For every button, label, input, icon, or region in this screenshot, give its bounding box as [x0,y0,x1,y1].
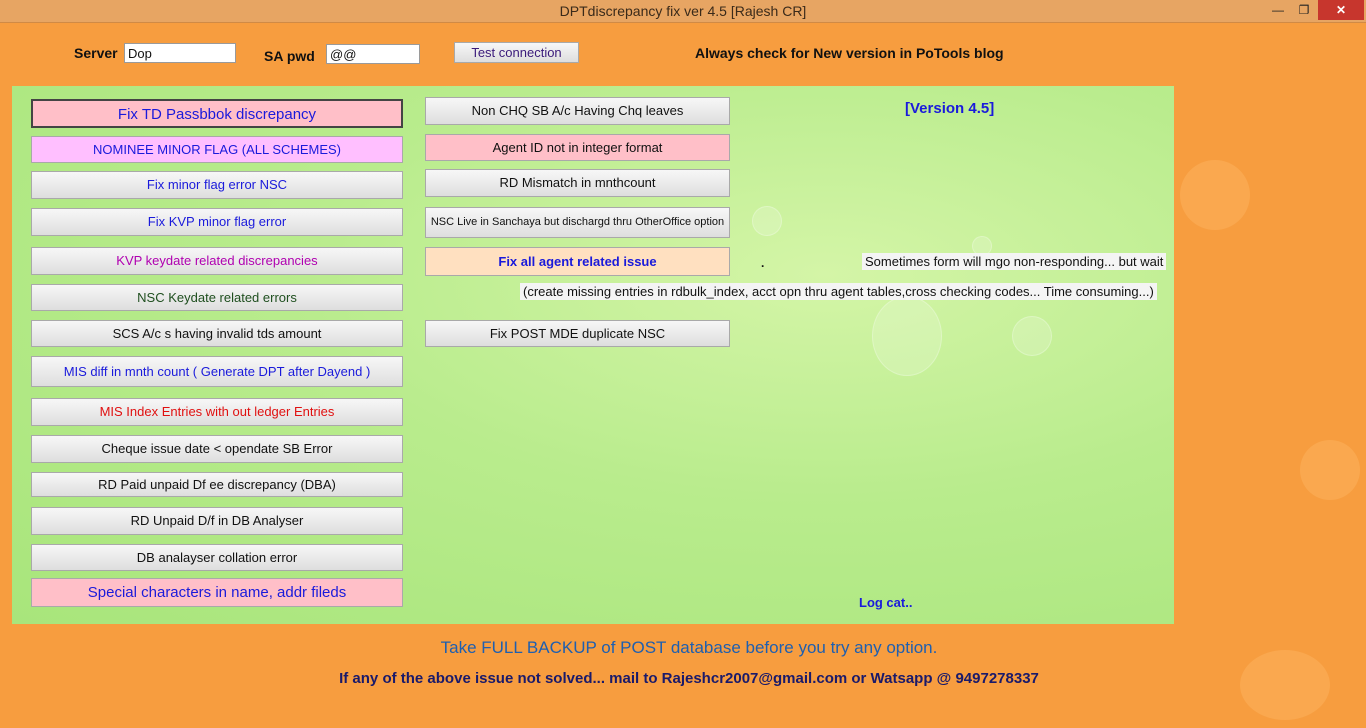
mis-index-entries-button[interactable]: MIS Index Entries with out ledger Entries [31,398,403,426]
sa-pwd-input[interactable]: @@ [326,44,420,64]
contact-info: If any of the above issue not solved... mail to Rajeshcr2007@gmail.com or Watsapp @ 9497278337 [339,670,1039,687]
kvp-keydate-button[interactable]: KVP keydate related discrepancies [31,247,403,275]
agent-detail-note: (create missing entries in rdbulk_index, acct opn thru agent tables,cross checking codes... Time consuming...) [520,283,1157,300]
panel-bubble [752,206,782,236]
backup-warning-row [0,638,1366,658]
sa-pwd-label: SA pwd [264,48,315,64]
fix-agent-issue-button[interactable]: Fix all agent related issue [425,247,730,276]
dot-marker: . [761,256,765,270]
cheque-issue-date-button[interactable]: Cheque issue date < opendate SB Error [31,435,403,463]
server-label: Server [74,45,118,61]
title-bar [0,0,1366,23]
fix-kvp-minor-flag-button[interactable]: Fix KVP minor flag error [31,208,403,236]
version-notice: Always check for New version in PoTools blog [695,45,1004,61]
version-label: [Version 4.5] [905,100,995,117]
minimize-icon[interactable]: — [1272,3,1284,17]
nominee-minor-flag-button[interactable]: NOMINEE MINOR FLAG (ALL SCHEMES) [31,136,403,163]
test-connection-button[interactable]: Test connection [454,42,579,63]
non-responding-note: Sometimes form will mgo non-responding... but wait [862,253,1166,270]
rd-mismatch-button[interactable]: RD Mismatch in mnthcount [425,169,730,197]
panel-bubble [1012,316,1052,356]
panel-bubble [872,296,942,376]
server-input[interactable]: Dop [124,43,236,63]
fix-post-mde-button[interactable]: Fix POST MDE duplicate NSC [425,320,730,347]
log-cat-label[interactable]: Log cat.. [859,595,913,610]
maximize-icon[interactable]: ❐ [1298,3,1310,17]
non-chq-sb-button[interactable]: Non CHQ SB A/c Having Chq leaves [425,97,730,125]
background-bubble [1180,160,1250,230]
rd-unpaid-db-analyser-button[interactable]: RD Unpaid D/f in DB Analyser [31,507,403,535]
nsc-live-sanchaya-button[interactable]: NSC Live in Sanchaya but dischargd thru OtherOffice option [425,207,730,238]
fix-minor-flag-nsc-button[interactable]: Fix minor flag error NSC [31,171,403,199]
window-title: DPTdiscrepancy fix ver 4.5 [Rajesh CR] [559,3,807,19]
close-icon[interactable]: ✕ [1318,0,1364,20]
nsc-keydate-button[interactable]: NSC Keydate related errors [31,284,403,311]
special-characters-button[interactable]: Special characters in name, addr fileds [31,578,403,607]
backup-warning: Take FULL BACKUP of POST database before you try any option. [440,638,938,657]
contact-row [0,670,1366,688]
agent-id-integer-button[interactable]: Agent ID not in integer format [425,134,730,161]
db-analyser-collation-button[interactable]: DB analayser collation error [31,544,403,571]
mis-diff-mnth-count-button[interactable]: MIS diff in mnth count ( Generate DPT after Dayend ) [31,356,403,387]
scs-invalid-tds-button[interactable]: SCS A/c s having invalid tds amount [31,320,403,347]
rd-paid-unpaid-button[interactable]: RD Paid unpaid Df ee discrepancy (DBA) [31,472,403,497]
background-bubble [1300,440,1360,500]
fix-td-passbook-button[interactable]: Fix TD Passbbok discrepancy [31,99,403,128]
